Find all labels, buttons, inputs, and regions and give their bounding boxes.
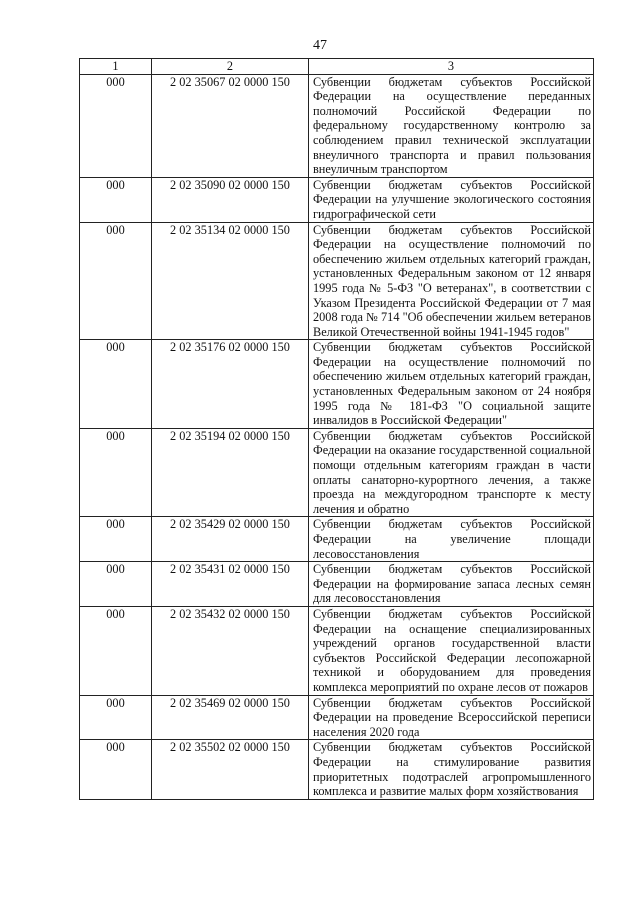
description-cell: Субвенции бюджетам субъектов Российской Федерации на осуществление полномочий по обеспечению жильем отдельных категорий граждан, установленных Федеральным законом от 24 ноября 1995 года № 181-ФЗ "О социальной защите инвалидов в Российской Федерации" xyxy=(309,340,594,429)
admin-code-cell: 000 xyxy=(80,517,152,562)
admin-code-cell: 000 xyxy=(80,695,152,740)
budget-table xyxy=(79,58,594,800)
admin-code-cell: 000 xyxy=(80,340,152,429)
income-code-cell: 2 02 35176 02 0000 150 xyxy=(152,340,309,429)
admin-code-cell: 000 xyxy=(80,222,152,340)
admin-code-cell: 000 xyxy=(80,606,152,695)
description-cell: Субвенции бюджетам субъектов Российской Федерации на стимулирование развития приоритетных подотраслей агропромышленного комплекса и развитие малых форм хозяйствования xyxy=(309,740,594,799)
table-row xyxy=(80,695,594,740)
table-row xyxy=(80,562,594,607)
description-cell: Субвенции бюджетам субъектов Российской Федерации на оказание государственной социальной помощи отдельным категориям граждан в части оплаты санаторно-курортного лечения, а также проезда на междугородном транспорте к месту лечения и обратно xyxy=(309,428,594,517)
income-code-cell: 2 02 35429 02 0000 150 xyxy=(152,517,309,562)
admin-code-cell: 000 xyxy=(80,74,152,177)
admin-code-cell: 000 xyxy=(80,740,152,799)
description-cell: Субвенции бюджетам субъектов Российской Федерации на осуществление переданных полномочий Российской Федерации по федеральному государственному контролю за соблюдением правил технической эксплуатации внеуличного транспорта и правил пользования внеуличным транспортом xyxy=(309,74,594,177)
description-cell: Субвенции бюджетам субъектов Российской Федерации на проведение Всероссийской переписи населения 2020 года xyxy=(309,695,594,740)
description-cell: Субвенции бюджетам субъектов Российской Федерации на осуществление полномочий по обеспечению жильем отдельных категорий граждан, установленных Федеральным законом от 12 января 1995 года № 5-ФЗ "О ветеранах", в соответствии с Указом Президента Российской Федерации от 7 мая 2008 года № 714 "Об обеспечении жильем ветеранов Великой Отечественной войны 1941-1945 годов" xyxy=(309,222,594,340)
table-row xyxy=(80,606,594,695)
page-number: 47 xyxy=(313,38,327,53)
income-code-cell: 2 02 35502 02 0000 150 xyxy=(152,740,309,799)
table-row xyxy=(80,740,594,799)
description-cell: Субвенции бюджетам субъектов Российской Федерации на формирование запаса лесных семян для лесовосстановления xyxy=(309,562,594,607)
income-code-cell: 2 02 35469 02 0000 150 xyxy=(152,695,309,740)
admin-code-cell: 000 xyxy=(80,177,152,222)
table-row xyxy=(80,222,594,340)
income-code-cell: 2 02 35432 02 0000 150 xyxy=(152,606,309,695)
column-header: 2 xyxy=(152,59,309,75)
column-header: 3 xyxy=(309,59,594,75)
table-header-row xyxy=(80,59,594,75)
table-row xyxy=(80,340,594,429)
table-row xyxy=(80,428,594,517)
table-row xyxy=(80,177,594,222)
description-cell: Субвенции бюджетам субъектов Российской Федерации на увеличение площади лесовосстановления xyxy=(309,517,594,562)
table-row xyxy=(80,517,594,562)
description-cell: Субвенции бюджетам субъектов Российской Федерации на улучшение экологического состояния гидрографической сети xyxy=(309,177,594,222)
table-row xyxy=(80,74,594,177)
admin-code-cell: 000 xyxy=(80,428,152,517)
income-code-cell: 2 02 35067 02 0000 150 xyxy=(152,74,309,177)
description-cell: Субвенции бюджетам субъектов Российской Федерации на оснащение специализированных учреждений органов государственной власти субъектов Российской Федерации лесопожарной техникой и оборудованием для проведения комплекса мероприятий по охране лесов от пожаров xyxy=(309,606,594,695)
column-header: 1 xyxy=(80,59,152,75)
income-code-cell: 2 02 35431 02 0000 150 xyxy=(152,562,309,607)
income-code-cell: 2 02 35090 02 0000 150 xyxy=(152,177,309,222)
income-code-cell: 2 02 35194 02 0000 150 xyxy=(152,428,309,517)
income-code-cell: 2 02 35134 02 0000 150 xyxy=(152,222,309,340)
admin-code-cell: 000 xyxy=(80,562,152,607)
